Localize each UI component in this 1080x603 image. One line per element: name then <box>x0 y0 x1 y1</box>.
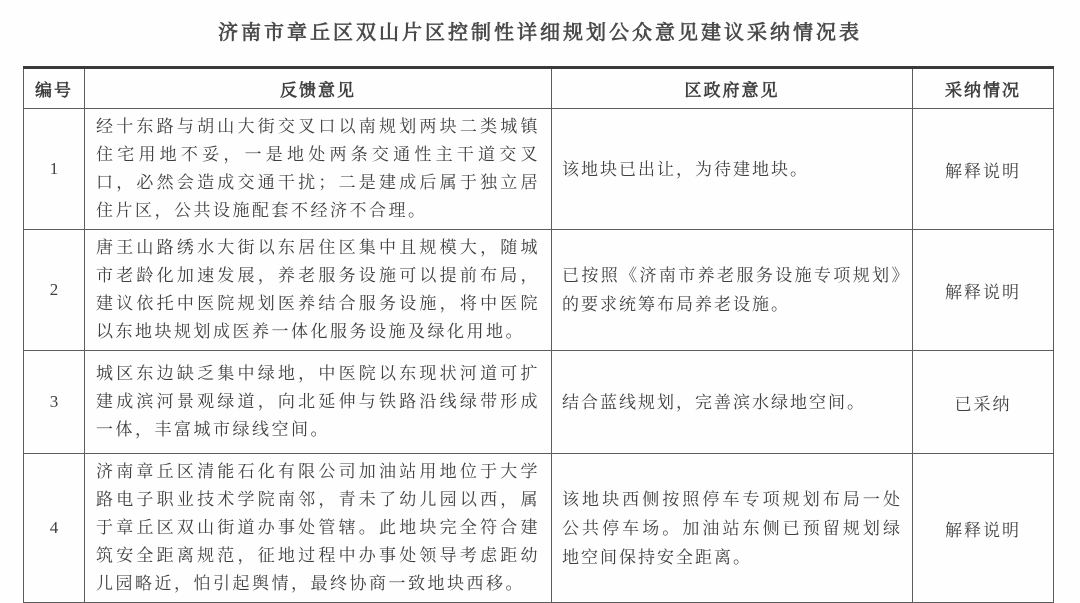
col-header-feedback: 反馈意见 <box>85 68 552 109</box>
adoption-table <box>23 66 1054 603</box>
col-header-adoption: 采纳情况 <box>913 68 1054 109</box>
row-gov-opinion-cell: 结合蓝线规划，完善滨水绿地空间。 <box>552 351 913 454</box>
row-id-cell: 3 <box>24 351 85 454</box>
row-feedback-cell: 济南章丘区清能石化有限公司加油站用地位于大学路电子职业技术学院南邻，青未了幼儿园以西，属于章丘区双山街道办事处管辖。此地块完全符合建筑安全距离规范，征地过程中办事处领导考虑距幼儿园略近，怕引起舆情，最终协商一致地块西移。 <box>85 454 552 603</box>
col-header-gov-opinion: 区政府意见 <box>552 68 913 109</box>
row-id-cell: 4 <box>24 454 85 603</box>
row-feedback-cell: 经十东路与胡山大街交叉口以南规划两块二类城镇住宅用地不妥，一是地处两条交通性主干道交叉口，必然会造成交通干扰；二是建成后属于独立居住片区，公共设施配套不经济不合理。 <box>85 109 552 230</box>
table-row <box>24 109 1054 230</box>
row-adoption-cell: 已采纳 <box>913 351 1054 454</box>
row-adoption-cell: 解释说明 <box>913 109 1054 230</box>
page-title: 济南市章丘区双山片区控制性详细规划公众意见建议采纳情况表 <box>218 22 862 44</box>
row-feedback-cell: 城区东边缺乏集中绿地，中医院以东现状河道可扩建成滨河景观绿道，向北延伸与铁路沿线绿带形成一体，丰富城市绿线空间。 <box>85 351 552 454</box>
row-gov-opinion-cell: 已按照《济南市养老服务设施专项规划》的要求统筹布局养老设施。 <box>552 230 913 351</box>
header-row <box>24 68 1054 109</box>
col-header-id: 编号 <box>24 68 85 109</box>
row-adoption-cell: 解释说明 <box>913 454 1054 603</box>
row-id-cell: 1 <box>24 109 85 230</box>
row-feedback-cell: 唐王山路绣水大街以东居住区集中且规模大，随城市老龄化加速发展，养老服务设施可以提前布局，建议依托中医院规划医养结合服务设施，将中医院以东地块规划成医养一体化服务设施及绿化用地。 <box>85 230 552 351</box>
row-adoption-cell: 解释说明 <box>913 230 1054 351</box>
row-gov-opinion-cell: 该地块已出让，为待建地块。 <box>552 109 913 230</box>
table-row <box>24 454 1054 603</box>
row-id-cell: 2 <box>24 230 85 351</box>
table-row <box>24 351 1054 454</box>
table-row <box>24 230 1054 351</box>
row-gov-opinion-cell: 该地块西侧按照停车专项规划布局一处公共停车场。加油站东侧已预留规划绿地空间保持安全距离。 <box>552 454 913 603</box>
table-body <box>24 109 1054 603</box>
